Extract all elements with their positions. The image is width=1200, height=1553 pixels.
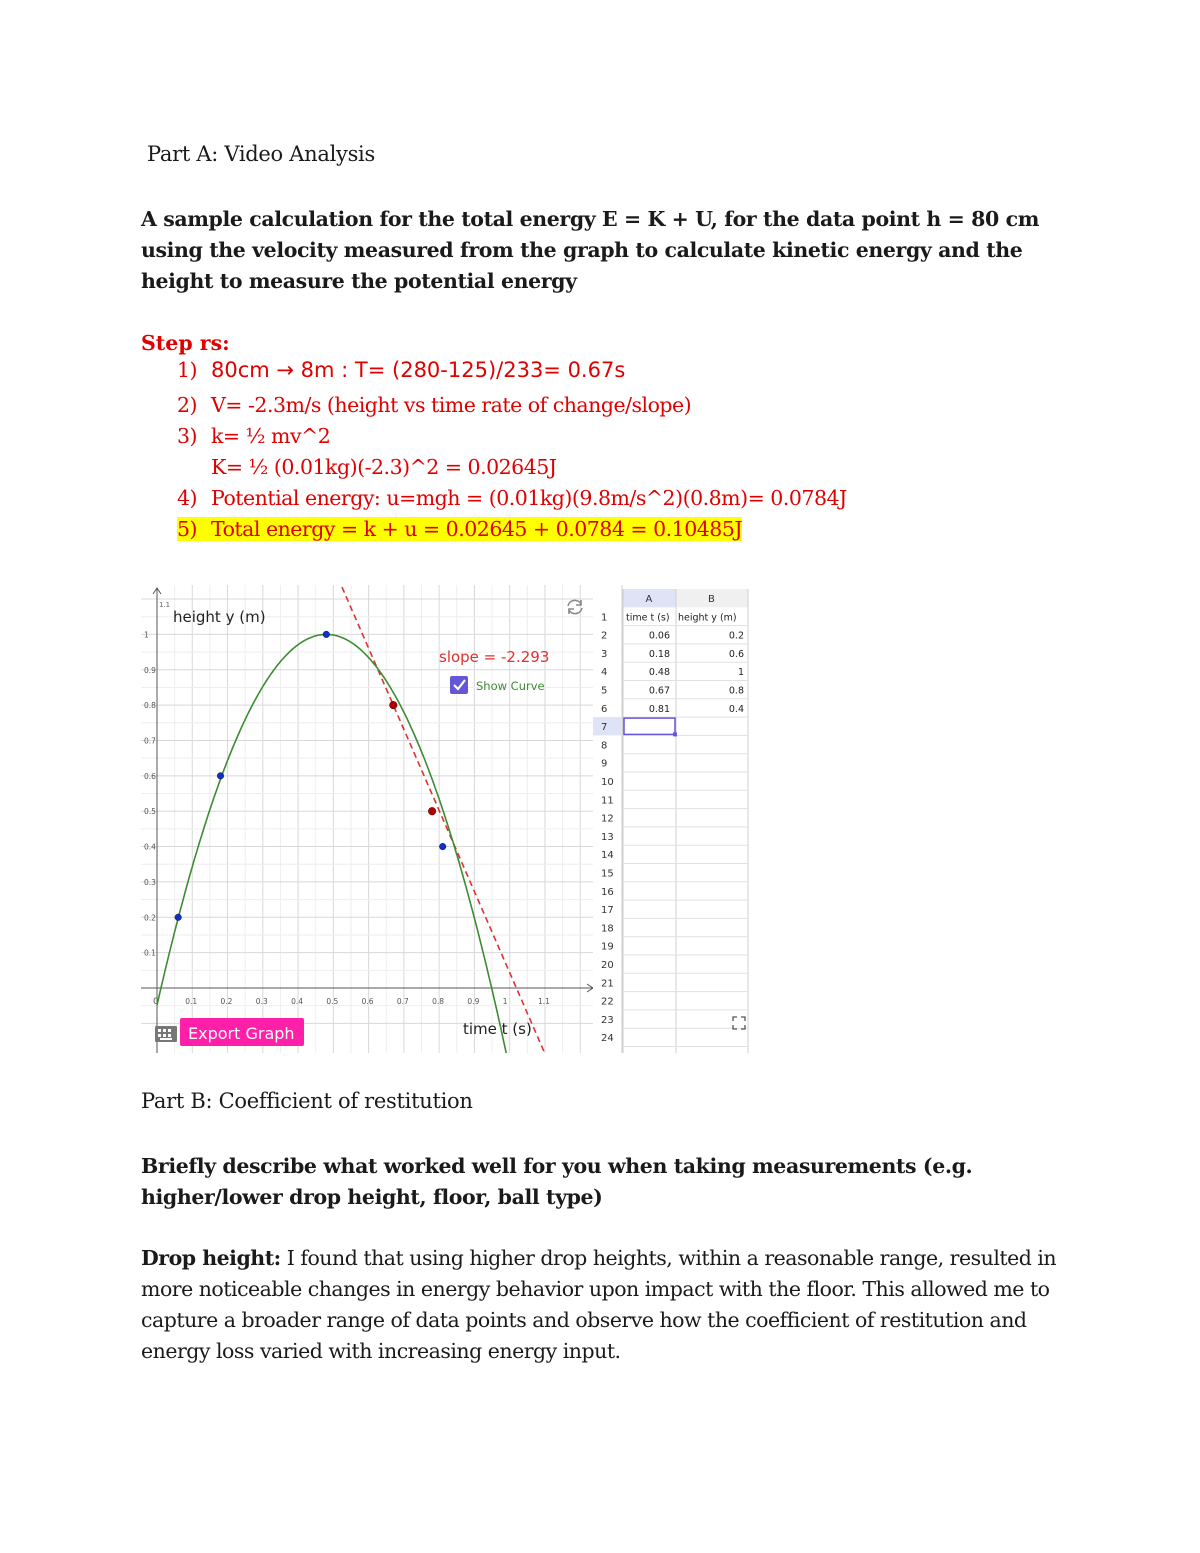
graph-canvas bbox=[141, 585, 778, 1053]
step-1-text: 80cm → 8m : T= (280-125)/233= 0.67s bbox=[211, 358, 626, 382]
fill-handle bbox=[673, 732, 677, 736]
checkbox-box[interactable] bbox=[450, 676, 468, 694]
row-number: 5 bbox=[601, 685, 608, 697]
row-number: 21 bbox=[601, 978, 614, 990]
column-header-b: B bbox=[708, 594, 715, 605]
x-tick-label: 0.6 bbox=[361, 997, 374, 1006]
y-tick-label: 0.6 bbox=[144, 771, 156, 781]
x-tick-label: 0.9 bbox=[467, 997, 480, 1006]
y-tick-label: 0.4 bbox=[144, 842, 156, 852]
row-number: 14 bbox=[601, 850, 614, 862]
cell-b: 0.6 bbox=[728, 648, 744, 660]
row-number: 1 bbox=[601, 612, 608, 624]
x-tick-label: 0.2 bbox=[220, 997, 233, 1006]
row-number: 11 bbox=[601, 795, 614, 807]
part-b-heading: Part B: Coefficient of restitution bbox=[141, 1089, 473, 1113]
row-number: 24 bbox=[601, 1033, 614, 1045]
step-3b-text: K= ½ (0.01kg)(-2.3)^2 = 0.02645J bbox=[211, 455, 557, 479]
tangent-point bbox=[390, 701, 398, 709]
x-tick-label: 0.7 bbox=[396, 997, 409, 1006]
cell-b: height y (m) bbox=[678, 612, 737, 624]
part-b-answer bbox=[141, 1243, 1081, 1367]
row-number: 4 bbox=[601, 667, 608, 679]
y-tick-label: 0.7 bbox=[144, 736, 156, 746]
x-tick-label: 0.3 bbox=[255, 997, 268, 1006]
y-tick-label: 0.2 bbox=[144, 913, 156, 923]
row-number: 7 bbox=[601, 722, 608, 734]
step-4 bbox=[177, 486, 847, 510]
y-top-tick: 1.1 bbox=[159, 601, 171, 609]
row-number: 23 bbox=[601, 1014, 614, 1026]
x-tick-label: 0.5 bbox=[326, 997, 339, 1006]
selected-row-indicator bbox=[593, 717, 622, 735]
cell-a: time t (s) bbox=[626, 612, 670, 624]
answer-label: Drop height: bbox=[141, 1246, 281, 1270]
y-tick-label: 0.3 bbox=[144, 877, 156, 887]
step-2-number: 2) bbox=[177, 393, 198, 417]
step-3-number: 3) bbox=[177, 424, 198, 448]
row-number: 16 bbox=[601, 886, 614, 898]
keyboard-icon[interactable] bbox=[155, 1026, 177, 1042]
cell-a: 0.06 bbox=[648, 630, 670, 642]
column-header-a: A bbox=[645, 594, 653, 605]
x-tick-label: 0.1 bbox=[185, 997, 198, 1006]
step-5-number: 5) bbox=[177, 517, 198, 541]
y-tick-label: 0.5 bbox=[144, 807, 156, 817]
row-number: 15 bbox=[601, 868, 614, 880]
export-graph-button[interactable] bbox=[180, 1018, 304, 1046]
row-number: 10 bbox=[601, 777, 614, 788]
row-number: 20 bbox=[601, 960, 614, 971]
part-a-prompt: A sample calculation for the total energy E = K + U, for the data point h = 80 cm using the velocity measured from the graph to calculate kinetic energy and the height to measure the potential energy bbox=[141, 207, 1040, 293]
step-5 bbox=[177, 517, 742, 541]
x-axis-label: time t (s) bbox=[463, 1020, 532, 1038]
step-3 bbox=[177, 424, 330, 448]
y-tick-label: 1 bbox=[144, 630, 149, 640]
row-number: 2 bbox=[601, 630, 608, 642]
step-2 bbox=[177, 393, 691, 417]
step-2-text: V= -2.3m/s (height vs time rate of change/slope) bbox=[211, 393, 692, 417]
data-point bbox=[323, 631, 330, 638]
data-point bbox=[439, 843, 446, 850]
step-4-text: Potential energy: u=mgh = (0.01kg)(9.8m/s^2)(0.8m)= 0.0784J bbox=[211, 486, 847, 510]
export-graph-label[interactable]: Export Graph bbox=[188, 1024, 295, 1043]
y-axis-label: height y (m) bbox=[173, 608, 266, 626]
step-1 bbox=[177, 358, 625, 382]
step-3-continuation bbox=[211, 455, 557, 479]
row-number: 19 bbox=[601, 941, 614, 953]
sheet-background bbox=[593, 585, 778, 1053]
cell-b: 0.2 bbox=[728, 630, 744, 642]
answer-text: I found that using higher drop heights, within a reasonable range, resulted in more noticeable changes in energy behavior upon impact with the floor. This allowed me to capture a broader range of data points and observe how the coefficient of restitution and energy loss varied with increasing energy input. bbox=[141, 1246, 1057, 1363]
slope-annotation: slope = -2.293 bbox=[439, 648, 550, 666]
x-tick-label: 1 bbox=[502, 997, 508, 1006]
row-number: 6 bbox=[601, 703, 608, 715]
step-4-number: 4) bbox=[177, 486, 198, 510]
row-number: 22 bbox=[601, 996, 614, 1008]
row-number: 12 bbox=[601, 813, 614, 825]
y-tick-label: 0.8 bbox=[144, 701, 156, 711]
steps-heading: Step rs: bbox=[141, 331, 230, 355]
row-number: 17 bbox=[601, 905, 614, 917]
part-a-heading: Part A: Video Analysis bbox=[147, 142, 375, 166]
data-point bbox=[175, 914, 182, 921]
graph-screenshot bbox=[141, 585, 778, 1053]
y-tick-label: 0.1 bbox=[144, 948, 156, 958]
row-number: 8 bbox=[601, 740, 608, 752]
cell-a: 0.18 bbox=[648, 648, 670, 660]
y-tick-label: 0.9 bbox=[144, 665, 156, 675]
show-curve-label[interactable]: Show Curve bbox=[476, 679, 545, 693]
x-tick-label: 0.8 bbox=[432, 997, 445, 1006]
cell-a: 0.48 bbox=[648, 667, 670, 679]
cell-b: 0.8 bbox=[728, 685, 744, 697]
row-number: 13 bbox=[601, 831, 614, 843]
tangent-point bbox=[428, 807, 436, 815]
step-5-text: Total energy = k + u = 0.02645 + 0.0784 = 0.10485J bbox=[211, 517, 743, 541]
cell-a: 0.81 bbox=[648, 703, 670, 715]
step-3-text: k= ½ mv^2 bbox=[211, 424, 331, 448]
data-point bbox=[217, 773, 224, 780]
row-number: 3 bbox=[601, 648, 608, 660]
step-1-number: 1) bbox=[177, 358, 198, 382]
cell-b: 0.4 bbox=[728, 703, 744, 715]
cell-a: 0.67 bbox=[648, 685, 670, 697]
x-tick-label: 0 bbox=[153, 997, 159, 1007]
row-number: 18 bbox=[601, 923, 614, 935]
cell-b: 1 bbox=[737, 667, 744, 679]
show-curve-checkbox[interactable] bbox=[450, 676, 545, 694]
part-b-question: Briefly describe what worked well for you when taking measurements (e.g. higher/lower drop height, floor, ball type) bbox=[141, 1154, 973, 1209]
x-tick-label: 1.1 bbox=[537, 997, 550, 1006]
spreadsheet bbox=[593, 585, 778, 1053]
row-number: 9 bbox=[601, 758, 608, 770]
x-tick-label: 0.4 bbox=[291, 997, 304, 1006]
